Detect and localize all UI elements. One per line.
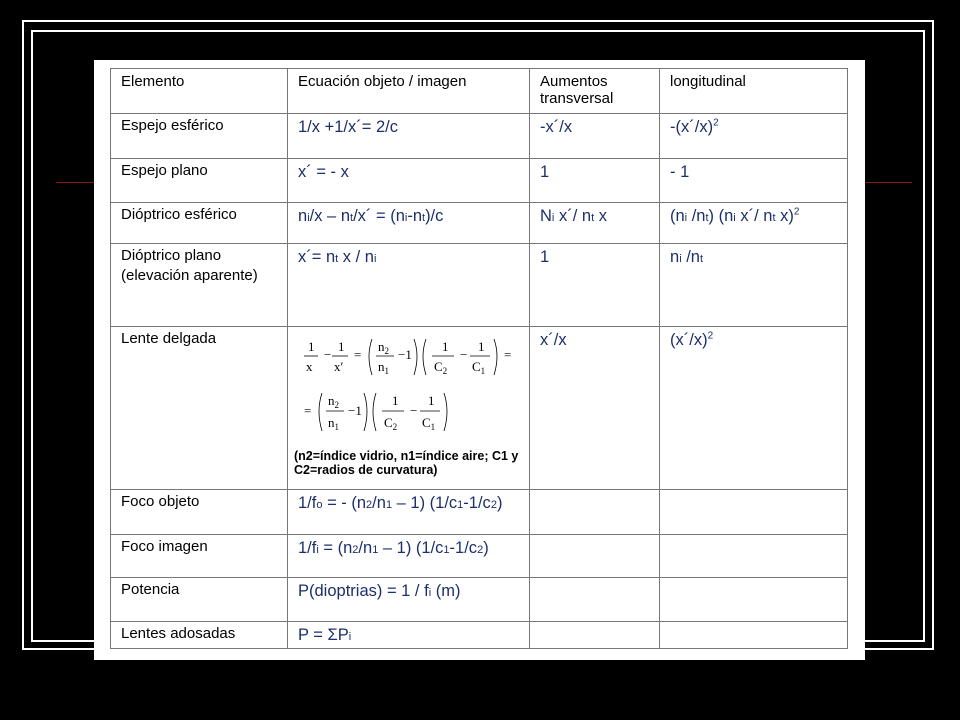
- aumento-longitudinal-cell: [660, 622, 848, 649]
- table-row: [111, 203, 848, 244]
- svg-text:=: =: [504, 347, 512, 362]
- equation-cell: P = ΣPi: [288, 622, 530, 649]
- row-label: Espejo plano: [111, 159, 288, 203]
- equation-cell: 1/fi = (n2/n1 – 1) (1/c1-1/c2): [288, 535, 530, 578]
- equation-cell: 1/x +1/x´= 2/c: [288, 114, 530, 159]
- svg-text:1: 1: [392, 393, 399, 408]
- svg-text:n1: $n_1$: [378, 359, 389, 376]
- equation-cell: x´= nt x / ni: [288, 244, 530, 327]
- aumento-longitudinal-cell: [660, 535, 848, 578]
- equation-cell: x´ = - x: [288, 159, 530, 203]
- equation-cell: [288, 327, 530, 490]
- svg-text:−: −: [460, 347, 468, 362]
- svg-text:x′: x′: [334, 359, 344, 374]
- svg-text:C1: $C_1$: [422, 415, 436, 432]
- svg-text:n1: $n_1$: [328, 415, 339, 432]
- svg-text:x: x: [306, 359, 313, 374]
- svg-text:1: 1: [428, 393, 435, 408]
- table-header-row: [111, 69, 848, 114]
- aumento-longitudinal-cell: (ni /nt) (ni x´/ nt x)$^2$: [660, 203, 848, 244]
- table-row: [111, 490, 848, 535]
- svg-text:C2: $C_2$: [434, 359, 448, 376]
- table-row: [111, 114, 848, 159]
- aumento-longitudinal-cell: [660, 578, 848, 622]
- header-aumentos: Aumentos transversal: [530, 69, 660, 114]
- aumento-transversal-cell: Ni x´/ nt x: [530, 203, 660, 244]
- svg-text:−: −: [324, 347, 332, 362]
- equation-cell: 1/fo = - (n2/n1 – 1) (1/c1-1/c2): [288, 490, 530, 535]
- row-label: Potencia: [111, 578, 288, 622]
- svg-text:−1: −1: [398, 347, 412, 362]
- table-row: [111, 622, 848, 649]
- svg-text:=: =: [354, 347, 362, 362]
- aumento-longitudinal-cell: ni /nt: [660, 244, 848, 327]
- svg-text:C2: $C_2$: [384, 415, 398, 432]
- aumento-longitudinal-cell: (x´/x)$^2$: [660, 327, 848, 490]
- equation-cell: P(dioptrias) = 1 / fi (m): [288, 578, 530, 622]
- aumento-transversal-cell: [530, 622, 660, 649]
- svg-text:1: 1: [338, 339, 345, 354]
- row-label: Dióptrico esférico: [111, 203, 288, 244]
- row-label: Dióptrico plano (elevación aparente): [111, 244, 288, 327]
- accent-line-right: [864, 182, 912, 183]
- svg-text:n2: $n_2$: [328, 393, 339, 410]
- row-label: Lente delgada: [111, 327, 288, 490]
- svg-text:1: 1: [442, 339, 449, 354]
- svg-text:C1: $C_1$: [472, 359, 486, 376]
- svg-text:=: =: [304, 403, 312, 418]
- header-elemento: Elemento: [111, 69, 288, 114]
- table-row: [111, 578, 848, 622]
- row-label: Espejo esférico: [111, 114, 288, 159]
- table-row: [111, 535, 848, 578]
- svg-text:1: 1: [308, 339, 315, 354]
- aumento-longitudinal-cell: - 1: [660, 159, 848, 203]
- aumento-transversal-cell: 1: [530, 244, 660, 327]
- table-row: [111, 327, 848, 490]
- aumento-longitudinal-cell: [660, 490, 848, 535]
- aumento-transversal-cell: [530, 578, 660, 622]
- aumento-transversal-cell: [530, 535, 660, 578]
- table-row: [111, 159, 848, 203]
- aumento-transversal-cell: 1: [530, 159, 660, 203]
- svg-text:1: 1: [478, 339, 485, 354]
- aumento-transversal-cell: [530, 490, 660, 535]
- equation-cell: ni/x – nt/x´ = (ni-nt)/c: [288, 203, 530, 244]
- slide-content: [94, 60, 865, 660]
- row-label: Foco imagen: [111, 535, 288, 578]
- aumento-transversal-cell: x´/x: [530, 327, 660, 490]
- header-longitudinal: longitudinal: [660, 69, 848, 114]
- aumento-transversal-cell: -x´/x: [530, 114, 660, 159]
- header-ecuacion: Ecuación objeto / imagen: [288, 69, 530, 114]
- accent-line-left: [56, 182, 96, 183]
- row-label: Foco objeto: [111, 490, 288, 535]
- aumento-longitudinal-cell: -(x´/x)$^2$: [660, 114, 848, 159]
- lente-note: (n2=índice vidrio, n1=índice aire; C1 y C2=radios de curvatura): [294, 449, 519, 477]
- svg-text:n2: $n_2$: [378, 339, 389, 356]
- optics-table: [110, 68, 848, 649]
- svg-text:−: −: [410, 403, 418, 418]
- svg-text:−1: −1: [348, 403, 362, 418]
- thin-lens-equation-image: [294, 337, 524, 447]
- table-row: [111, 244, 848, 327]
- row-label: Lentes adosadas: [111, 622, 288, 649]
